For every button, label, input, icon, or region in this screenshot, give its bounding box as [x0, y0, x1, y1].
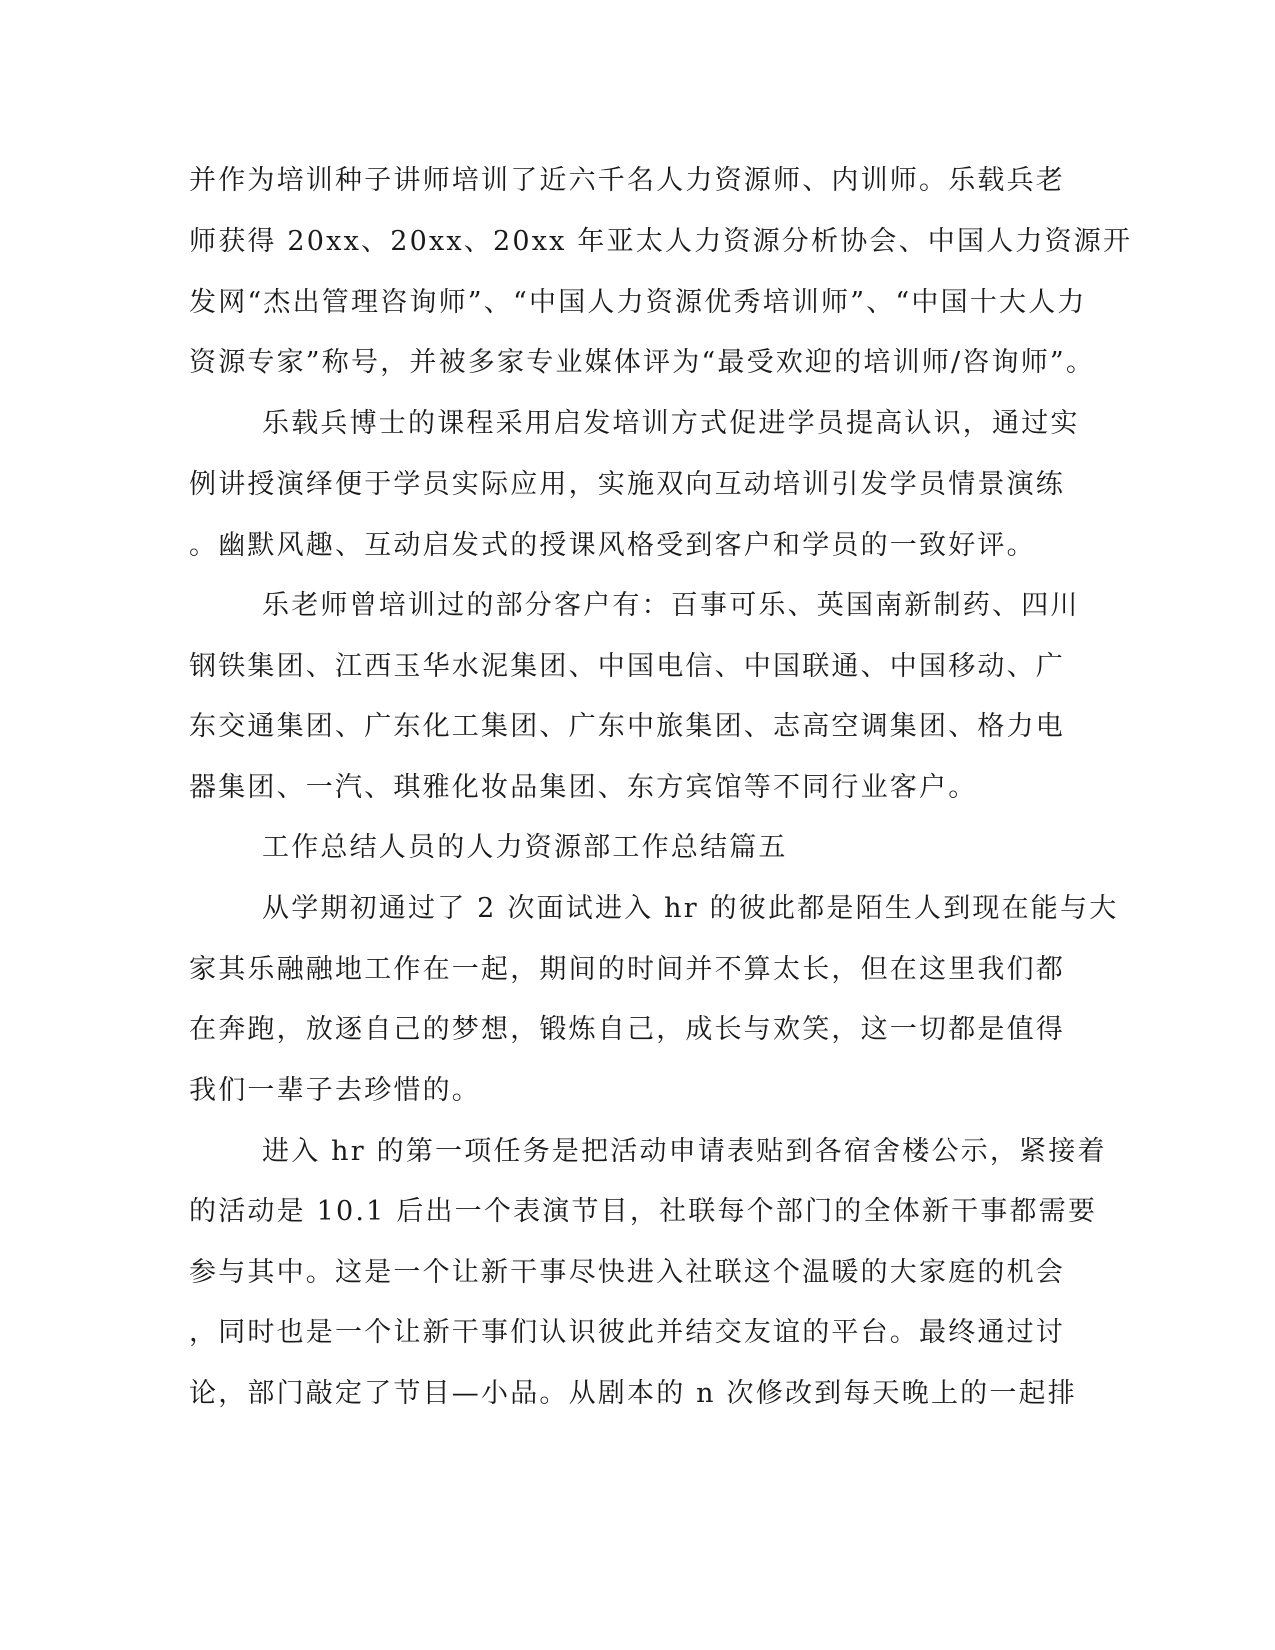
text-line: 我们一辈子去珍惜的。 [189, 1075, 481, 1106]
text-line: 参与其中。这是一个让新干事尽快进入社联这个温暖的大家庭的机会 [189, 1257, 1065, 1288]
section-heading: 工作总结人员的人力资源部工作总结篇五 [262, 832, 788, 863]
text-line: 钢铁集团、江西玉华水泥集团、中国电信、中国联通、中国移动、广 [189, 651, 1065, 682]
text-line: 资源专家”称号，并被多家专业媒体评为“最受欢迎的培训师/咨询师”。 [189, 347, 1096, 378]
text-line: 的活动是 10.1 后出一个表演节目，社联每个部门的全体新干事都需要 [189, 1196, 1098, 1227]
text-line: 例讲授演绎便于学员实际应用，实施双向互动培训引发学员情景演练 [189, 469, 1065, 500]
text-line: 并作为培训种子讲师培训了近六千名人力资源师、内训师。乐载兵老 [189, 165, 1065, 196]
text-line: 家其乐融融地工作在一起，期间的时间并不算太长，但在这里我们都 [189, 954, 1065, 985]
text-line: 师获得 20xx、20xx、20xx 年亚太人力资源分析协会、中国人力资源开 [189, 226, 1133, 257]
text-line: 进入 hr 的第一项任务是把活动申请表贴到各宿舍楼公示，紧接着 [262, 1136, 1107, 1167]
text-line: ，同时也是一个让新干事们认识彼此并结交友谊的平台。最终通过讨 [189, 1317, 1065, 1348]
text-line: 东交通集团、广东化工集团、广东中旅集团、志高空调集团、格力电 [189, 711, 1065, 742]
text-line: 论，部门敲定了节目—小品。从剧本的 n 次修改到每天晚上的一起排 [189, 1378, 1077, 1409]
text-line: 乐老师曾培训过的部分客户有：百事可乐、英国南新制药、四川 [262, 590, 1080, 621]
text-line: 器集团、一汽、琪雅化妆品集团、东方宾馆等不同行业客户。 [189, 772, 978, 803]
text-line: 发网“杰出管理咨询师”、“中国人力资源优秀培训师”、“中国十大人力 [189, 287, 1087, 318]
text-line: 。幽默风趣、互动启发式的授课风格受到客户和学员的一致好评。 [189, 530, 1036, 561]
text-line: 在奔跑，放逐自己的梦想，锻炼自己，成长与欢笑，这一切都是值得 [189, 1014, 1065, 1045]
text-line: 乐载兵博士的课程采用启发培训方式促进学员提高认识，通过实 [262, 408, 1080, 439]
text-line: 从学期初通过了 2 次面试进入 hr 的彼此都是陌生人到现在能与大 [262, 893, 1119, 924]
